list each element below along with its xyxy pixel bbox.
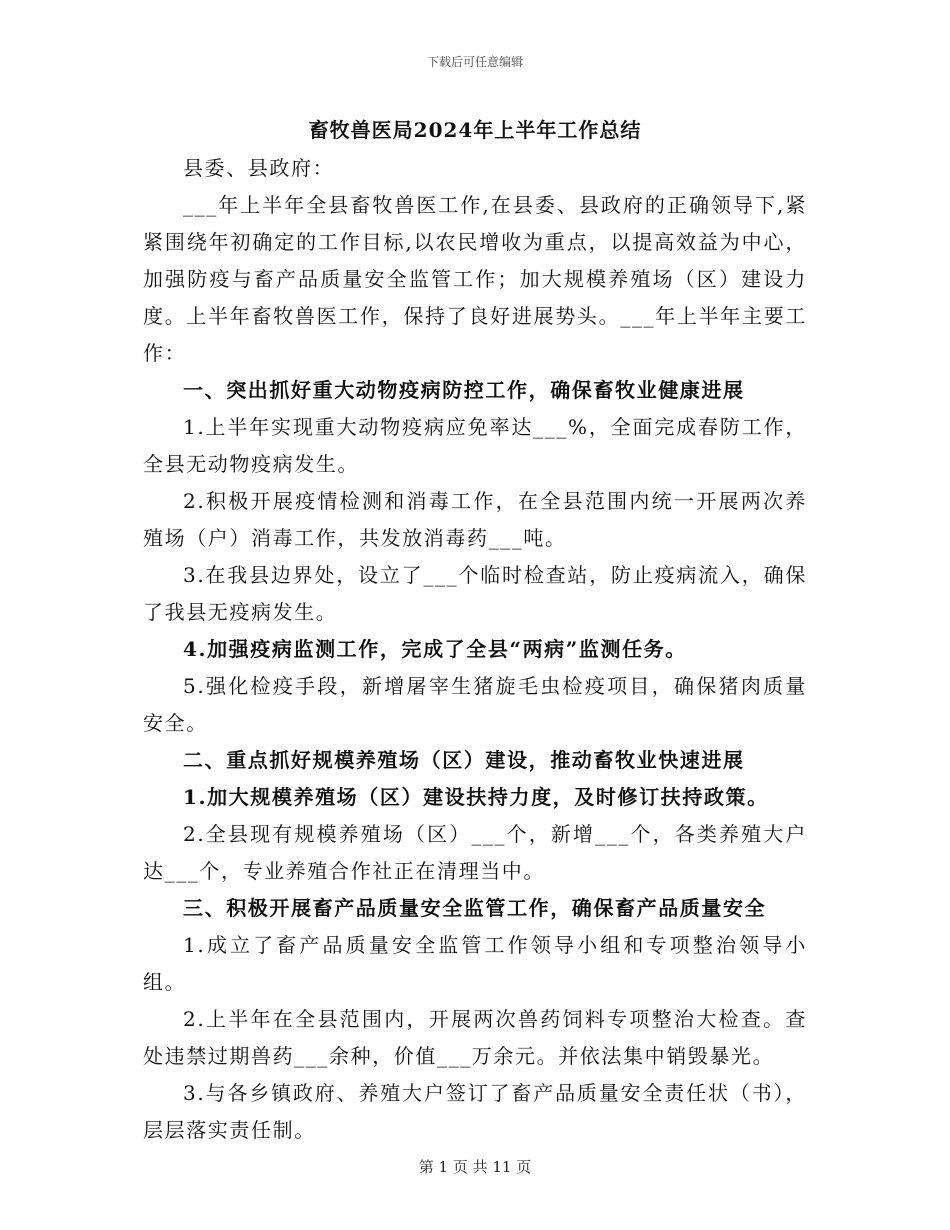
section-2-item-1: 1.加大规模养殖场（区）建设扶持力度，及时修订扶持政策。: [183, 785, 769, 809]
section-2-item-2: 2.全县现有规模养殖场（区）___个，新增___个，各类养殖大户达___个，专业养殖合作社正在清理当中。: [143, 822, 807, 883]
section-1-item-3: 3.在我县边界处，设立了___个临时检查站，防止疫病流入，确保了我县无疫病发生。: [143, 563, 807, 624]
section-1-item-4: 4.加强疫病监测工作，完成了全县“两病”监测任务。: [183, 637, 687, 661]
section-heading-1: 一、突出抓好重大动物疫病防控工作，确保畜牧业健康进展: [183, 378, 745, 402]
section-1-item-2: 2.积极开展疫情检测和消毒工作，在全县范围内统一开展两次养殖场（户）消毒工作，共发放消毒药___吨。: [143, 489, 807, 550]
section-3-item-1: 1.成立了畜产品质量安全监管工作领导小组和专项整治领导小组。: [143, 933, 807, 994]
page-header: 下载后可任意编辑: [426, 55, 523, 69]
section-1-item-1: 1.上半年实现重大动物疫病应免率达___%，全面完成春防工作，全县无动物疫病发生。: [143, 415, 807, 476]
section-heading-2: 二、重点抓好规模养殖场（区）建设，推动畜牧业快速进展: [183, 748, 745, 772]
document-body: [143, 150, 807, 1149]
salutation: 县委、县政府：: [183, 156, 335, 180]
section-3-item-3: 3.与各乡镇政府、养殖大户签订了畜产品质量安全责任状（书），层层落实责任制。: [143, 1081, 807, 1142]
section-3-item-2: 2.上半年在全县范围内，开展两次兽药饲料专项整治大检查。查处违禁过期兽药___余种，价值___万余元。并依法集中销毁暴光。: [143, 1007, 807, 1068]
page-number: 第 1 页 共 11 页: [418, 1158, 532, 1176]
intro-paragraph: ___年上半年全县畜牧兽医工作,在县委、县政府的正确领导下,紧紧围绕年初确定的工作目标,以农民增收为重点，以提高效益为中心，加强防疫与畜产品质量安全监管工作；加大规模养殖场（区）建设力度。上半年畜牧兽医工作，保持了良好进展势头。___年上半年主要工作：: [143, 193, 807, 365]
section-heading-3: 三、积极开展畜产品质量安全监管工作，确保畜产品质量安全: [183, 896, 767, 920]
section-1-item-5: 5.强化检疫手段，新增屠宰生猪旋毛虫检疫项目，确保猪肉质量安全。: [143, 674, 807, 735]
document-title: 畜牧兽医局2024年上半年工作总结: [308, 118, 642, 142]
